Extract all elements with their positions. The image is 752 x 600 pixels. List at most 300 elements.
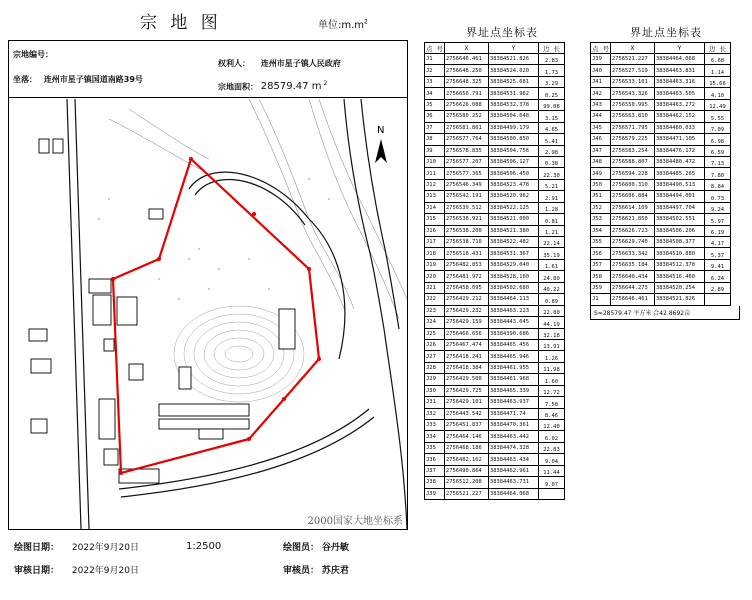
point-cell: J31 [425, 397, 445, 408]
distance-cell: 7.50 [539, 397, 565, 408]
point-cell: J26 [425, 339, 445, 350]
distance-cell: 22.30 [539, 168, 565, 179]
draw-date-row [14, 540, 139, 553]
x-cell: 2756429.212 [445, 294, 489, 305]
point-cell: J56 [591, 248, 611, 259]
distance-cell: 1.26 [539, 351, 565, 362]
table-row [591, 134, 731, 145]
x-cell: 2756640.434 [611, 271, 655, 282]
y-cell: 38384528.160 [489, 271, 539, 282]
distance-cell: 8.84 [705, 179, 731, 190]
distance-cell: 7.13 [705, 156, 731, 167]
table-header-row [425, 43, 565, 54]
table-row [425, 431, 565, 442]
point-cell: J34 [425, 431, 445, 442]
x-cell: 2756482.162 [445, 454, 489, 465]
y-cell: 38384521.380 [489, 225, 539, 236]
table-row [425, 351, 565, 362]
point-cell: J58 [591, 271, 611, 282]
distance-cell: 2.98 [539, 145, 565, 156]
drafter-row [283, 540, 349, 553]
table-row [425, 99, 565, 110]
y-cell: 38384463.505 [655, 88, 705, 99]
x-cell: 2756648.250 [445, 65, 489, 76]
point-cell: J28 [425, 362, 445, 373]
point-cell: J47 [591, 145, 611, 156]
x-cell: 2756418.384 [445, 362, 489, 373]
point-cell: J43 [591, 99, 611, 110]
table-row [591, 145, 731, 156]
distance-cell: 4.17 [705, 237, 731, 248]
distance-cell: 6.24 [705, 271, 731, 282]
x-cell: 2756577.365 [445, 168, 489, 179]
x-cell: 2756626.723 [611, 225, 655, 236]
table-row [425, 317, 565, 328]
x-cell: 2756451.837 [445, 420, 489, 431]
y-cell: 38384465.946 [489, 351, 539, 362]
y-cell: 38384506.127 [489, 156, 539, 167]
y-cell: 38384461.968 [489, 374, 539, 385]
x-cell: 2756521.227 [445, 488, 489, 499]
table-row [591, 76, 731, 87]
y-cell: 38384474.328 [489, 442, 539, 453]
point-cell: J54 [591, 225, 611, 236]
y-cell: 38384463.831 [655, 65, 705, 76]
x-cell: 2756518.431 [445, 248, 489, 259]
reviewer-row [283, 563, 349, 576]
y-cell: 38384462.152 [655, 111, 705, 122]
x-cell: 2756429.101 [445, 397, 489, 408]
y-cell: 38384470.361 [489, 420, 539, 431]
reviewer-value: 苏庆君 [321, 566, 349, 576]
distance-cell: 22.83 [539, 442, 565, 453]
table-row [425, 156, 565, 167]
distance-cell [539, 488, 565, 499]
table-row [591, 237, 731, 248]
distance-cell: 9.41 [705, 259, 731, 270]
y-cell: 38384464.113 [489, 294, 539, 305]
table-row [425, 237, 565, 248]
distance-cell: 12.72 [539, 385, 565, 396]
distance-cell: 3.29 [539, 76, 565, 87]
table-row [591, 111, 731, 122]
distance-cell [705, 294, 731, 305]
x-cell: 2756481.972 [445, 271, 489, 282]
table-row [591, 65, 731, 76]
table-row [425, 191, 565, 202]
y-cell: 38384463.272 [655, 99, 705, 110]
x-cell: 2756512.208 [445, 477, 489, 488]
distance-cell: 5.41 [539, 134, 565, 145]
point-cell: J46 [591, 134, 611, 145]
y-cell: 38384480.472 [655, 156, 705, 167]
distance-cell: 9.07 [539, 477, 565, 488]
x-cell: 2756429.500 [445, 374, 489, 385]
table-row [425, 339, 565, 350]
y-cell: 38384490.513 [655, 179, 705, 190]
table-header-row [591, 43, 731, 54]
table-row [591, 179, 731, 190]
point-cell: J8 [425, 134, 445, 145]
y-cell: 38384463.731 [489, 477, 539, 488]
distance-cell: 4.65 [539, 122, 565, 133]
drafter-value: 谷丹敏 [321, 543, 349, 553]
y-cell: 38384529.040 [489, 259, 539, 270]
distance-cell: 7.09 [705, 122, 731, 133]
table-row [425, 454, 565, 465]
point-cell: J14 [425, 202, 445, 213]
point-cell: J33 [425, 420, 445, 431]
y-cell: 38384523.478 [489, 179, 539, 190]
parcel-info-header [8, 40, 408, 98]
x-cell: 2756429.725 [445, 385, 489, 396]
table-row [425, 248, 565, 259]
parcel-map [9, 99, 407, 529]
x-cell: 2756543.326 [611, 88, 655, 99]
table-row [425, 225, 565, 236]
table-row [425, 294, 565, 305]
x-cell: 2756579.225 [611, 134, 655, 145]
point-cell: J57 [591, 259, 611, 270]
point-cell: J2 [425, 65, 445, 76]
table-row [591, 282, 731, 293]
review-date-value: 2022年9月20日 [71, 566, 139, 576]
x-cell: 2756571.795 [611, 122, 655, 133]
x-cell: 2756635.184 [611, 259, 655, 270]
point-cell: J48 [591, 156, 611, 167]
distance-cell: 1.28 [539, 202, 565, 213]
table-row [425, 122, 565, 133]
coord-system-label: 2000国家大地坐标系 [307, 516, 403, 527]
distance-cell: 5.97 [705, 214, 731, 225]
point-cell: J5 [425, 99, 445, 110]
table-row [425, 214, 565, 225]
x-cell: 2756443.542 [445, 408, 489, 419]
x-cell: 2756418.241 [445, 351, 489, 362]
y-cell: 38384506.206 [655, 225, 705, 236]
table2-title: 界址点坐标表 [630, 26, 702, 39]
x-cell: 2756606.884 [611, 191, 655, 202]
table-row [591, 214, 731, 225]
table-row [591, 54, 731, 65]
table-row [591, 168, 731, 179]
x-cell: 2756539.512 [445, 202, 489, 213]
y-cell: 38384508.377 [655, 237, 705, 248]
drafter-label: 绘图员： [283, 543, 320, 553]
point-cell: J11 [425, 168, 445, 179]
point-cell: J20 [425, 271, 445, 282]
point-cell: J3 [425, 76, 445, 87]
north-label: N [377, 125, 385, 136]
distance-cell: 1.21 [539, 225, 565, 236]
distance-cell: 35.19 [539, 248, 565, 259]
col-x: X [445, 43, 489, 54]
distance-cell: 1.60 [539, 374, 565, 385]
point-cell: J32 [425, 408, 445, 419]
distance-cell: 44.19 [539, 317, 565, 328]
point-cell: J10 [425, 156, 445, 167]
point-cell: J37 [425, 465, 445, 476]
point-cell: J13 [425, 191, 445, 202]
owner-row [218, 58, 341, 69]
y-cell: 38384521.826 [489, 54, 539, 65]
point-cell: J50 [591, 179, 611, 190]
point-cell: J59 [591, 282, 611, 293]
table-row [591, 191, 731, 202]
table-row [591, 99, 731, 110]
y-cell: 38384502.551 [655, 214, 705, 225]
location-label: 坐落： [13, 75, 37, 84]
x-cell: 2756594.228 [611, 168, 655, 179]
point-cell: J38 [425, 477, 445, 488]
table-row [591, 271, 731, 282]
point-cell: J24 [425, 317, 445, 328]
x-cell: 2756581.801 [445, 122, 489, 133]
distance-cell: 7.80 [705, 168, 731, 179]
distance-cell: 22.14 [539, 237, 565, 248]
point-cell: J40 [591, 65, 611, 76]
distance-cell: 4.10 [705, 88, 731, 99]
table-row [425, 179, 565, 190]
distance-cell: 12.40 [539, 420, 565, 431]
distance-cell: 9.04 [539, 454, 565, 465]
point-cell: J12 [425, 179, 445, 190]
area-value: 28579.47 m $^2$ [260, 80, 328, 93]
distance-cell: 24.80 [539, 271, 565, 282]
x-cell: 2756626.088 [445, 99, 489, 110]
y-cell: 38384497.704 [655, 202, 705, 213]
table-row [425, 374, 565, 385]
distance-cell: 15.66 [705, 76, 731, 87]
draw-date-label: 绘图日期： [14, 543, 60, 553]
x-cell: 2756468.186 [445, 442, 489, 453]
area-label: 宗地面积： [218, 82, 258, 92]
point-cell: J30 [425, 385, 445, 396]
table-row [591, 88, 731, 99]
unit-label: 单位$:m.m^2$ [318, 18, 368, 31]
x-cell: 2756577.207 [445, 156, 489, 167]
x-cell: 2756521.227 [611, 54, 655, 65]
y-cell: 38384500.850 [489, 134, 539, 145]
map-scale: 1:2500 [186, 541, 222, 552]
table1-title: 界址点坐标表 [466, 26, 538, 39]
point-cell: J51 [591, 191, 611, 202]
point-cell: J42 [591, 88, 611, 99]
col-x: X [611, 43, 655, 54]
y-cell: 38384506.450 [489, 168, 539, 179]
point-cell: J15 [425, 214, 445, 225]
vegetation-dots [98, 178, 330, 300]
distance-cell: 2.83 [539, 54, 565, 65]
y-cell: 38384532.378 [489, 99, 539, 110]
table-row [425, 134, 565, 145]
table-row [425, 88, 565, 99]
map-drawing [9, 99, 407, 529]
y-cell: 38384531.367 [489, 248, 539, 259]
x-cell: 2756538.200 [445, 225, 489, 236]
x-cell: 2756600.310 [611, 179, 655, 190]
distance-cell: 6.68 [705, 54, 731, 65]
y-cell: 38384510.880 [655, 248, 705, 259]
table-row [425, 202, 565, 213]
owner-value: 连州市星子镇人民政府 [260, 59, 341, 68]
y-cell: 38384463.937 [489, 397, 539, 408]
x-cell: 2756646.461 [611, 294, 655, 305]
point-cell: J45 [591, 122, 611, 133]
point-cell: J6 [425, 111, 445, 122]
y-cell: 38384463.316 [655, 76, 705, 87]
table-row [591, 202, 731, 213]
page-title: 宗 地 图 [140, 13, 222, 33]
table-row [591, 122, 731, 133]
y-cell: 38384494.001 [655, 191, 705, 202]
point-cell: J19 [425, 259, 445, 270]
table-row [425, 305, 565, 316]
distance-cell: 8.46 [539, 408, 565, 419]
y-cell: 38384525.681 [489, 76, 539, 87]
x-cell: 2756467.474 [445, 339, 489, 350]
point-cell: J16 [425, 225, 445, 236]
point-cell: J18 [425, 248, 445, 259]
point-cell: J25 [425, 328, 445, 339]
location-row [13, 74, 143, 85]
review-date-label: 审核日期： [14, 566, 60, 576]
table-row [425, 408, 565, 419]
distance-cell: 0.25 [539, 88, 565, 99]
y-cell: 38384443.045 [489, 317, 539, 328]
table-row [425, 54, 565, 65]
distance-cell: 6.98 [705, 134, 731, 145]
table-row [591, 225, 731, 236]
distance-cell: 9.24 [705, 202, 731, 213]
y-cell: 38384521.000 [489, 214, 539, 225]
x-cell: 2756538.921 [445, 214, 489, 225]
y-cell: 38384465.339 [489, 385, 539, 396]
x-cell: 2756464.146 [445, 431, 489, 442]
point-cell: J39 [425, 488, 445, 499]
y-cell: 38384504.048 [489, 111, 539, 122]
y-cell: 38384502.680 [489, 282, 539, 293]
x-cell: 2756466.656 [445, 328, 489, 339]
distance-cell: 12.49 [705, 99, 731, 110]
table-row [425, 282, 565, 293]
x-cell: 2756533.101 [611, 76, 655, 87]
x-cell: 2756614.109 [611, 202, 655, 213]
x-cell: 2756429.159 [445, 317, 489, 328]
distance-cell: 5.37 [705, 248, 731, 259]
table-row [425, 259, 565, 270]
parcel-no-label: 宗地编号： [13, 50, 53, 59]
y-cell: 38384471.105 [655, 134, 705, 145]
y-cell: 38384476.172 [655, 145, 705, 156]
distance-cell: 1.61 [539, 259, 565, 270]
x-cell: 2756458.095 [445, 282, 489, 293]
distance-cell: 3.15 [539, 111, 565, 122]
col-y: Y [655, 43, 705, 54]
y-cell: 38384462.961 [489, 465, 539, 476]
distance-cell: 6.02 [539, 431, 565, 442]
table-row [425, 488, 565, 499]
point-cell: J39 [591, 54, 611, 65]
distance-cell: 5.21 [539, 179, 565, 190]
x-cell: 2756550.995 [611, 99, 655, 110]
table-row [425, 145, 565, 156]
x-cell: 2756429.232 [445, 305, 489, 316]
table-row [425, 385, 565, 396]
x-cell: 2756578.835 [445, 145, 489, 156]
point-cell: J9 [425, 145, 445, 156]
reviewer-label: 审核员： [283, 566, 320, 576]
point-cell: J44 [591, 111, 611, 122]
y-cell: 38384504.756 [489, 145, 539, 156]
y-cell: 38384463.434 [489, 454, 539, 465]
distance-cell: 2.89 [705, 282, 731, 293]
y-cell: 38384516.460 [655, 271, 705, 282]
distance-cell: 5.55 [705, 111, 731, 122]
col-point: 点 号 [592, 44, 609, 53]
point-cell: J4 [425, 88, 445, 99]
table-row [425, 397, 565, 408]
y-cell: 38384499.179 [489, 122, 539, 133]
table-row [425, 111, 565, 122]
point-cell: J1 [591, 294, 611, 305]
location-value: 连州市星子镇国道南路39号 [43, 75, 143, 84]
distance-cell: 11.44 [539, 465, 565, 476]
x-cell: 2756577.764 [445, 134, 489, 145]
x-cell: 2756644.273 [611, 282, 655, 293]
x-cell: 2756527.519 [611, 65, 655, 76]
y-cell: 38384390.686 [489, 328, 539, 339]
distance-cell: 6.59 [705, 145, 731, 156]
table-row [425, 477, 565, 488]
x-cell: 2756588.807 [611, 156, 655, 167]
distance-cell: 32.18 [539, 328, 565, 339]
distance-cell: 2.91 [539, 191, 565, 202]
coordinate-table-2 [590, 42, 731, 306]
owner-label: 权利人： [218, 59, 250, 68]
distance-cell: 6.19 [705, 225, 731, 236]
table-row [425, 442, 565, 453]
table-row [591, 248, 731, 259]
coordinate-table-1 [424, 42, 565, 500]
review-date-row [14, 563, 139, 576]
x-cell: 2756629.740 [611, 237, 655, 248]
y-cell: 38384460.033 [655, 122, 705, 133]
table-row [425, 271, 565, 282]
table-row [425, 76, 565, 87]
point-cell: J29 [425, 374, 445, 385]
x-cell: 2756563.810 [611, 111, 655, 122]
distance-cell: 13.91 [539, 339, 565, 350]
distance-cell: 0.81 [539, 214, 565, 225]
point-cell: J52 [591, 202, 611, 213]
y-cell: 38384464.068 [489, 488, 539, 499]
x-cell: 2756490.864 [445, 465, 489, 476]
y-cell: 38384520.962 [489, 191, 539, 202]
y-cell: 38384522.125 [489, 202, 539, 213]
point-cell: J35 [425, 442, 445, 453]
distance-cell: 99.08 [539, 99, 565, 110]
table-row [425, 465, 565, 476]
x-cell: 2756546.349 [445, 179, 489, 190]
point-cell: J36 [425, 454, 445, 465]
north-arrow [375, 125, 387, 163]
col-y: Y [489, 43, 539, 54]
point-cell: J49 [591, 168, 611, 179]
point-cell: J21 [425, 282, 445, 293]
draw-date-value: 2022年9月20日 [71, 543, 139, 553]
table-row [425, 362, 565, 373]
